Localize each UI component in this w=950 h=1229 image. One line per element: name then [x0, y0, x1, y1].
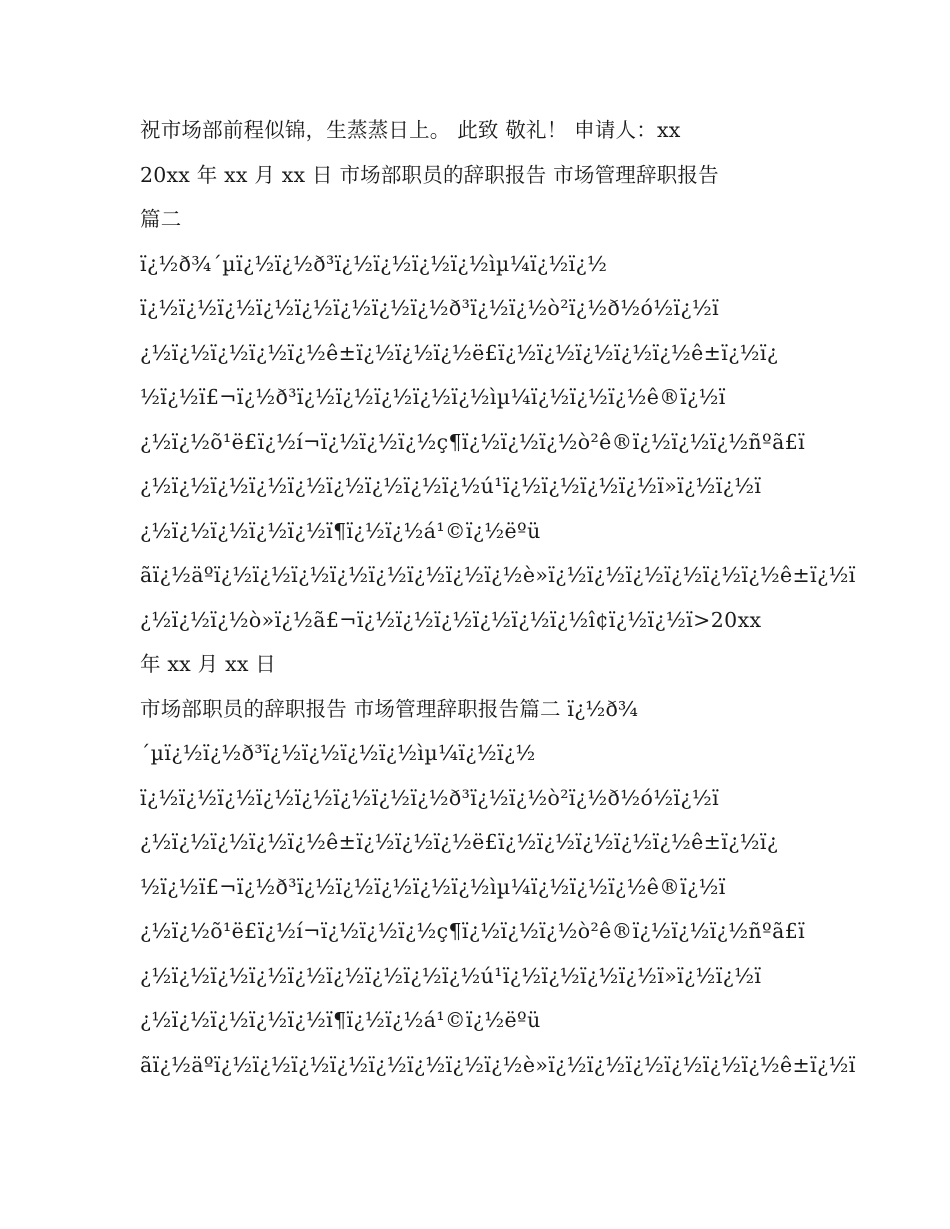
garbled-text-line: ï¿½ï¿½ï¿½ï¿½ï¿½ï¿½ï¿½ï¿½ð³ï¿½ï¿½ò²ï¿½ð½ó½ï¿½ï [140, 296, 720, 320]
garbled-text-line: ¿½ï¿½ï¿½ï¿½ï¿½ï¶ï¿½ï¿½á¹©ï¿½ëºü [140, 518, 541, 543]
garbled-text-line: ¿½ï¿½ï¿½ï¿½ï¿½ê±ï¿½ï¿½ï¿½ë£ï¿½ï¿½ï¿½ï¿½ï¿½ê±ï¿½ï¿ [140, 340, 779, 365]
section-heading: 篇二 [140, 207, 182, 231]
text-line: 20xx 年 xx 月 xx 日 市场部职员的辞职报告 市场管理辞职报告 [140, 162, 719, 187]
text-line: 市场部职员的辞职报告 市场管理辞职报告篇二 ï¿½ð¾ [140, 696, 639, 721]
garbled-text-line: ¿½ï¿½ï¿½ï¿½ï¿½ï¿½ï¿½ï¿½ï¿½ú¹ï¿½ï¿½ï¿½ï¿½ï»ï¿½ï¿½ï [140, 474, 762, 498]
garbled-text-line: ï¿½ð¾´µï¿½ï¿½ð³ï¿½ï¿½ï¿½ï¿½ìµ¼ï¿½ï¿½ [140, 251, 608, 276]
garbled-text-line: ¿½ï¿½ï¿½ï¿½ï¿½ï¶ï¿½ï¿½á¹©ï¿½ëºü [140, 1008, 541, 1032]
garbled-text-line: ¿½ï¿½ï¿½ò»ï¿½ã£¬ï¿½ï¿½ï¿½ï¿½ï¿½ï¿½î¢ï¿½ï¿½ï>20xx [140, 607, 762, 632]
garbled-text-line: ¿½ï¿½ï¿½ï¿½ï¿½ï¿½ï¿½ï¿½ï¿½ú¹ï¿½ï¿½ï¿½ï¿½ï»ï¿½ï¿½ï [140, 963, 762, 988]
garbled-text-line: ¿½ï¿½õ¹ë£ï¿½í¬ï¿½ï¿½ï¿½ç¶ï¿½ï¿½ï¿½ò²ê®ï¿½ï¿½ï¿½ñºã£ï [140, 429, 806, 454]
date-line: 年 xx 月 xx 日 [140, 652, 277, 676]
garbled-text-line: ¿½ï¿½õ¹ë£ï¿½í¬ï¿½ï¿½ï¿½ç¶ï¿½ï¿½ï¿½ò²ê®ï¿½ï¿½ï¿½ñºã£ï [140, 919, 806, 943]
garbled-text-line: ½ï¿½ï£¬ï¿½ð³ï¿½ï¿½ï¿½ï¿½ï¿½ìµ¼ï¿½ï¿½ï¿½ê®ï¿½ï [140, 385, 726, 409]
garbled-text-line: ½ï¿½ï£¬ï¿½ð³ï¿½ï¿½ï¿½ï¿½ï¿½ìµ¼ï¿½ï¿½ï¿½ê®ï¿½ï [140, 874, 726, 899]
garbled-text-line: ãï¿½äºï¿½ï¿½ï¿½ï¿½ï¿½ï¿½ï¿½ï¿½è»ï¿½ï¿½ï¿½ï¿½ï¿½ï¿½ê±ï¿½ï [140, 563, 856, 587]
garbled-text-line: ãï¿½äºï¿½ï¿½ï¿½ï¿½ï¿½ï¿½ï¿½ï¿½è»ï¿½ï¿½ï¿½ï¿½ï¿½ï¿½ê±ï¿½ï [140, 1052, 856, 1077]
garbled-text-line: ï¿½ï¿½ï¿½ï¿½ï¿½ï¿½ï¿½ï¿½ð³ï¿½ï¿½ò²ï¿½ð½ó½ï¿½ï [140, 785, 720, 810]
document-body [140, 108, 856, 1087]
garbled-text-line: ´µï¿½ï¿½ð³ï¿½ï¿½ï¿½ï¿½ìµ¼ï¿½ï¿½ [140, 741, 536, 765]
garbled-text-line: ¿½ï¿½ï¿½ï¿½ï¿½ê±ï¿½ï¿½ï¿½ë£ï¿½ï¿½ï¿½ï¿½ï¿½ê±ï¿½ï¿ [140, 830, 779, 854]
text-line: 祝市场部前程似锦，生蒸蒸日上。 此致 敬礼！ 申请人：xx [140, 118, 681, 142]
